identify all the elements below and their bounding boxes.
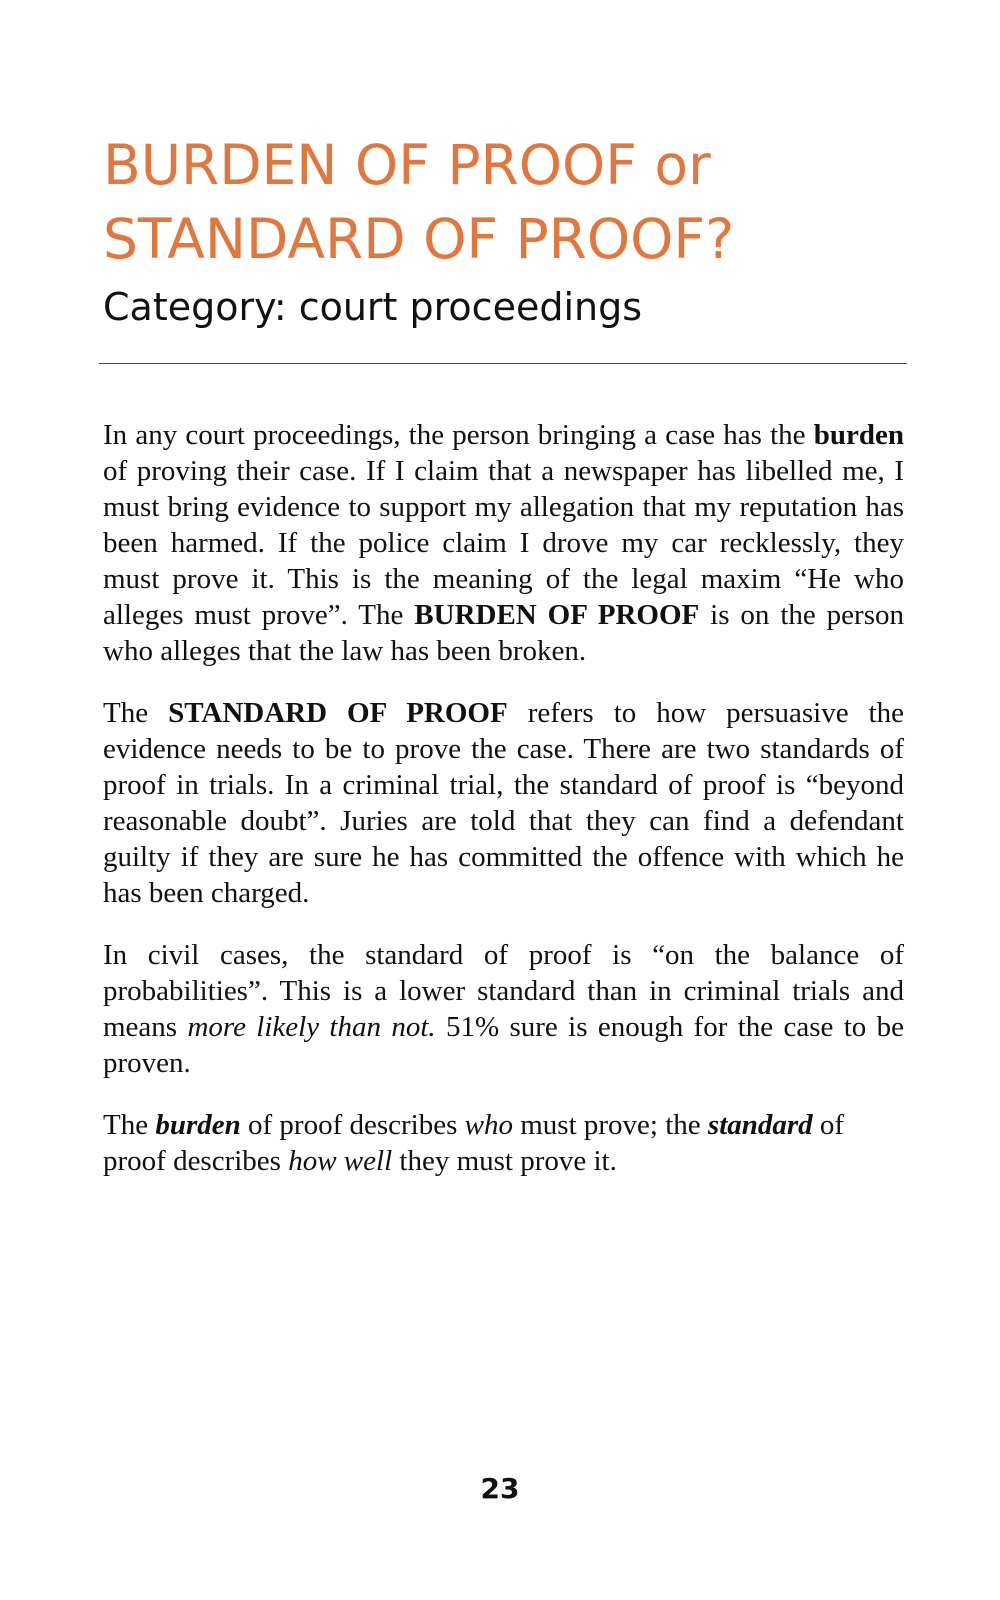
emphasis-text: standard	[707, 1109, 813, 1141]
paragraph-text: must prove; the	[512, 1109, 708, 1141]
paragraph-text: In any court proceedings, the person bringing a case has the	[103, 419, 814, 451]
emphasis-text: burden	[155, 1109, 241, 1141]
page-title	[103, 128, 923, 276]
title-line-1: BURDEN OF PROOF or	[103, 133, 711, 197]
paragraph-standard-of-proof	[103, 695, 904, 911]
paragraph-text: of proving their case. If I claim that a newspaper has libelled me, I must bring evidence to support my allegation that my reputation has been harmed. If the police claim I drove my car recklessly, they must prove it. This is the meaning of the legal maxim “He who alleges must prove”. The	[103, 455, 904, 631]
paragraph-text: 51% sure is enough for the case to be proven.	[103, 1011, 904, 1079]
emphasis-text: more likely than not.	[187, 1011, 436, 1043]
category-heading: Category: court proceedings	[103, 285, 643, 329]
emphasis-text: BURDEN OF PROOF	[414, 599, 700, 631]
paragraph-text: of proof describes	[240, 1109, 465, 1141]
paragraph-summary	[103, 1107, 904, 1179]
emphasis-text: who	[464, 1109, 513, 1141]
emphasis-text: how well	[288, 1145, 393, 1177]
paragraph-text: they must prove it.	[392, 1145, 617, 1177]
paragraph-text: refers to how persuasive the evidence needs to be to prove the case. There are two standards of proof in trials. In a criminal trial, the standard of proof is “beyond reasonable doubt”. Juries are told that they can find a defendant guilty if they are sure he has committed the offence with which he has been charged.	[103, 697, 904, 909]
paragraph-civil-cases	[103, 937, 904, 1081]
page-number: 23	[480, 1472, 520, 1505]
paragraph-burden-of-proof	[103, 417, 904, 669]
emphasis-text: STANDARD OF PROOF	[168, 697, 508, 729]
title-line-2: STANDARD OF PROOF?	[103, 207, 735, 271]
paragraph-text: is on the person who alleges that the law has been broken.	[103, 599, 904, 667]
paragraph-text: In civil cases, the standard of proof is “on the balance of probabilities”. This is a lower standard than in criminal trials and means	[103, 939, 904, 1043]
paragraph-text: The	[103, 697, 169, 729]
body-text	[103, 417, 904, 1205]
paragraph-text: of proof describes	[103, 1109, 845, 1177]
emphasis-text: burden	[813, 419, 904, 451]
paragraph-text: The	[103, 1109, 156, 1141]
section-divider	[99, 363, 907, 364]
